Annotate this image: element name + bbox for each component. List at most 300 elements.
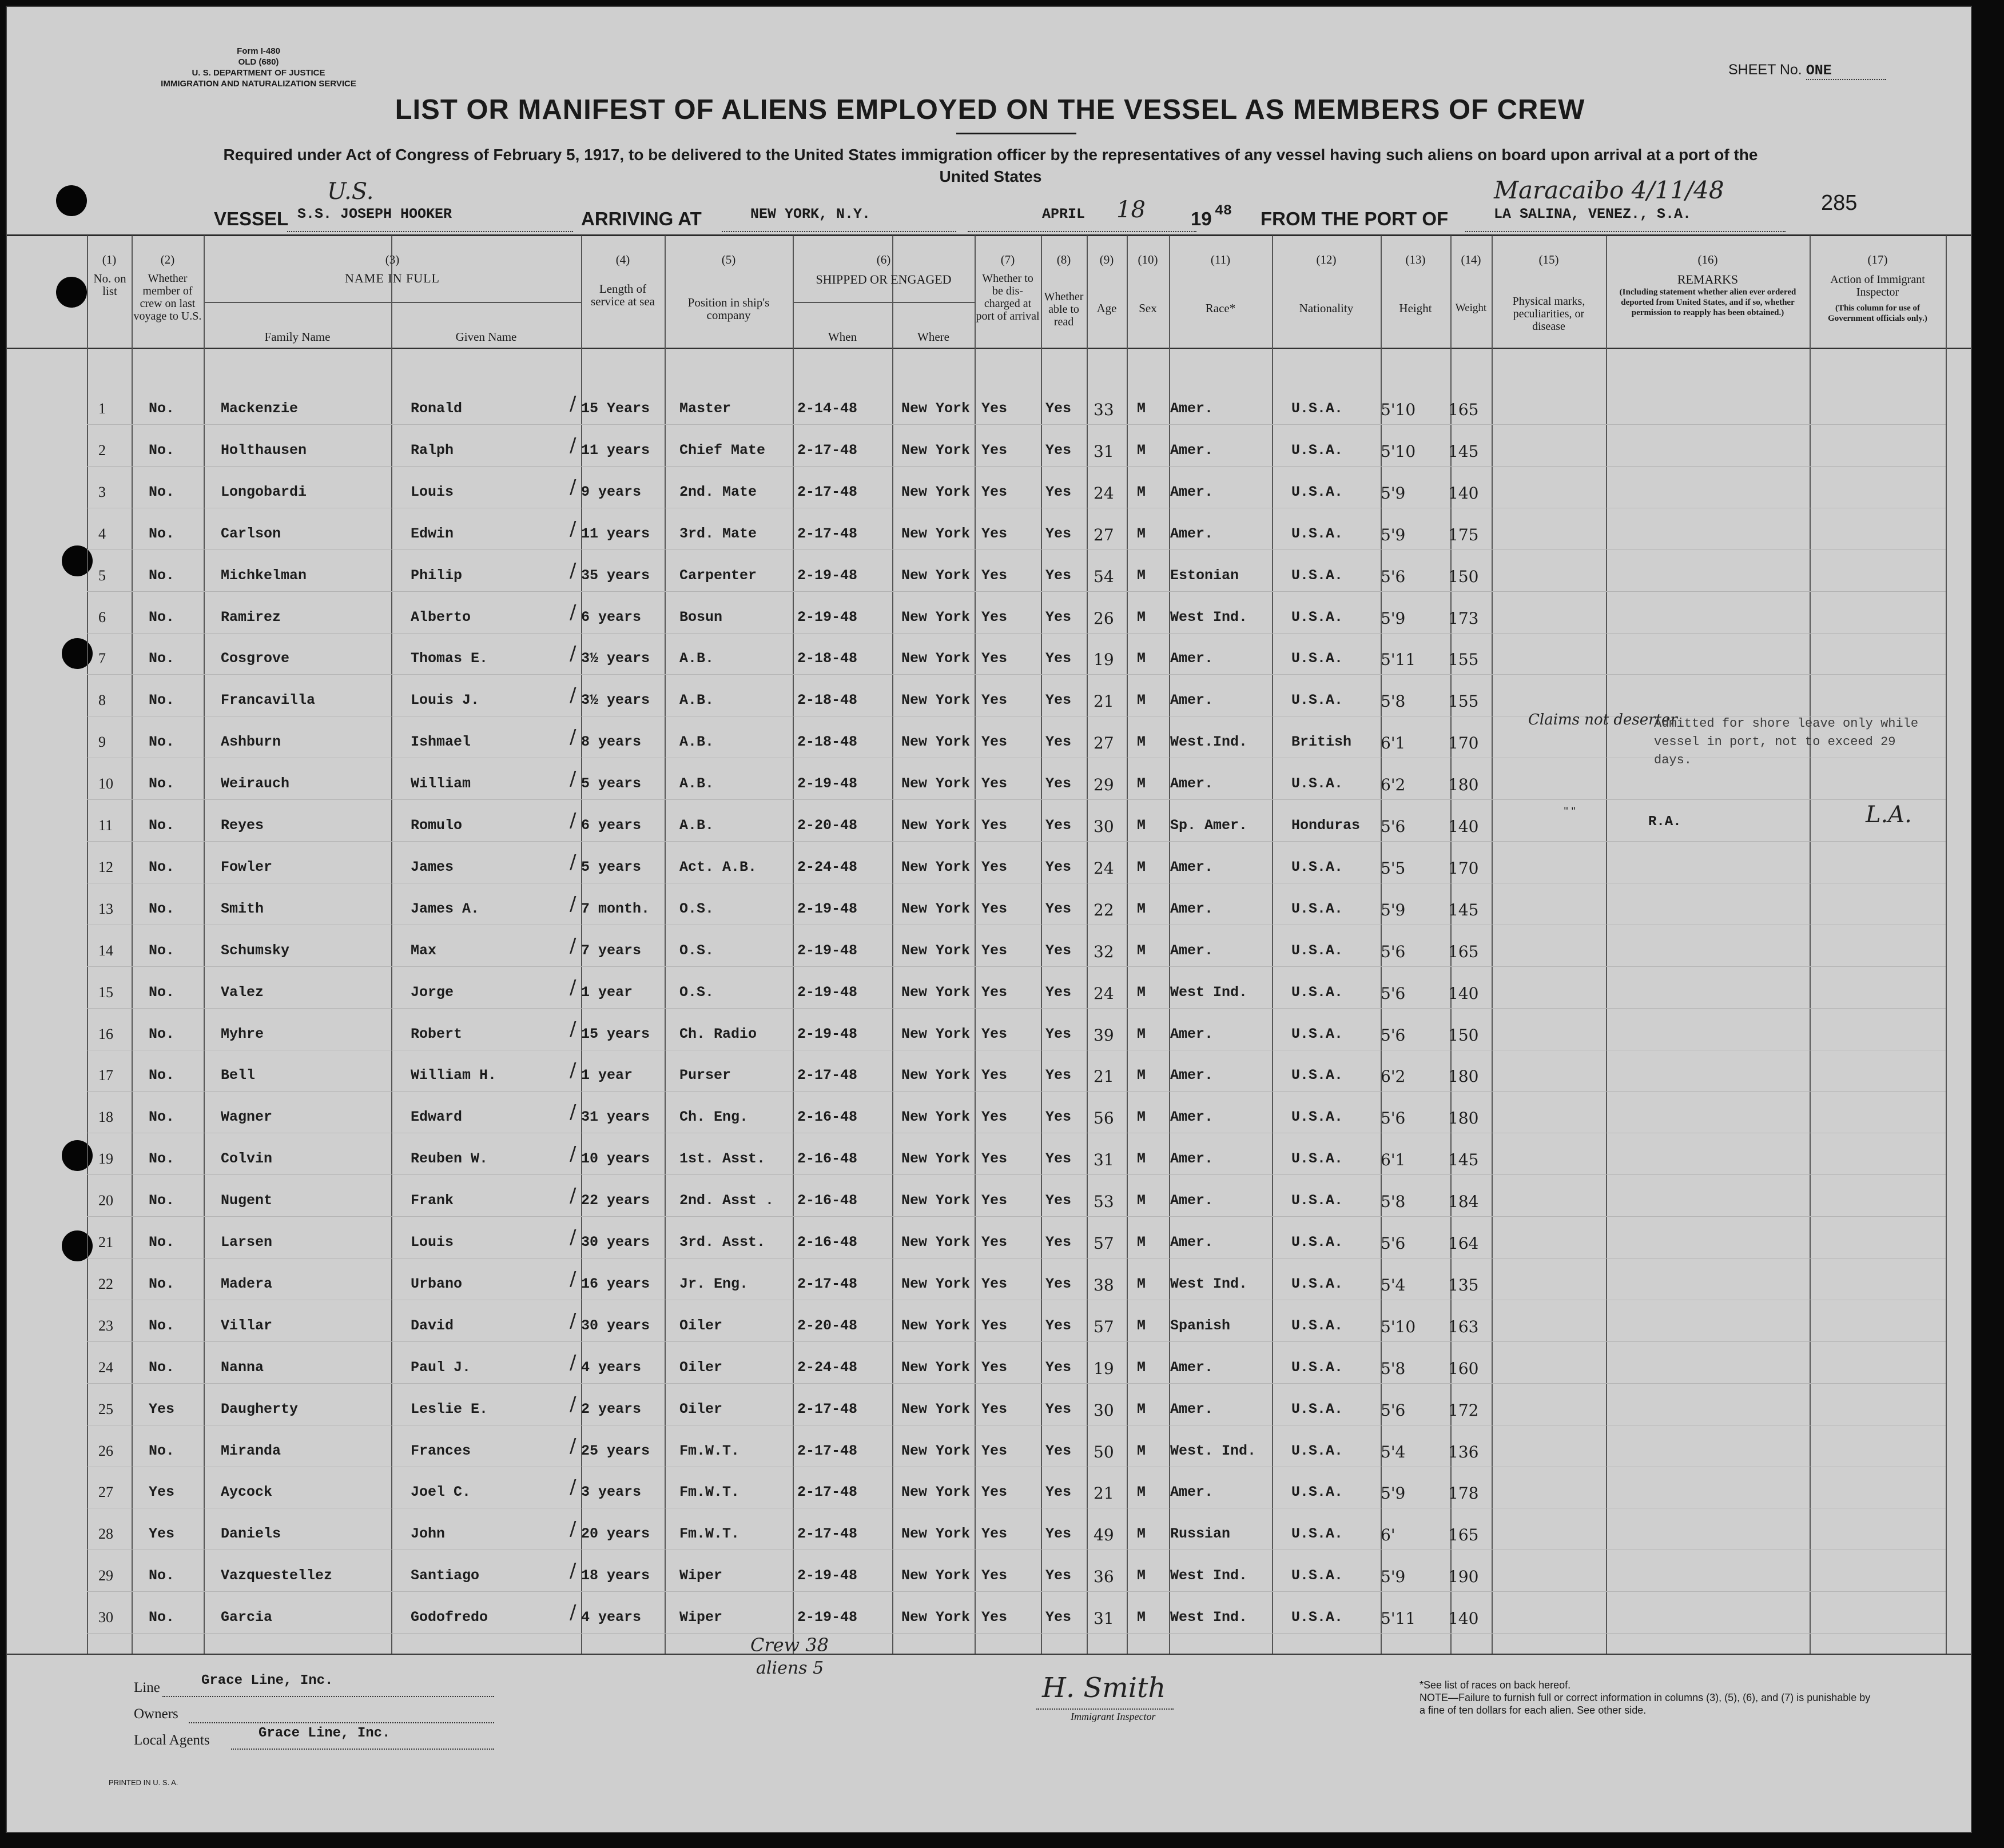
family-name-cell: Myhre [221,1025,264,1042]
arriving-at: NEW YORK, N.Y. [750,206,871,222]
col-header: Race* [1205,301,1236,315]
discharged-cell: Yes [981,942,1008,959]
weight-cell: 140 [1448,983,1479,1003]
able-to-read-cell: Yes [1045,441,1072,459]
shipped-date-cell: 2-16-48 [797,1234,858,1250]
col-header: Physical marks, peculiarities, or disease [1512,295,1585,333]
height-cell: 5'9 [1381,1484,1406,1503]
col-subnote: (This column for use of Government officials only.) [1828,304,1927,323]
age-cell: 29 [1094,775,1114,795]
shipped-place-cell: New York [901,1567,971,1584]
vessel-label: VESSEL [214,208,289,229]
given-name-cell: Edwin [411,525,454,542]
row-number: 10 [98,775,113,792]
checkmark-icon: / [570,600,576,624]
table-row [7,973,1972,1014]
sex-cell: M [1137,1400,1146,1417]
last-voyage-cell: No. [149,650,175,667]
family-name-cell: Nanna [221,1359,264,1376]
discharged-cell: Yes [981,983,1008,1001]
row-rule [87,841,1946,842]
sex-cell: M [1137,1067,1146,1084]
age-cell: 21 [1094,1484,1114,1503]
discharged-cell: Yes [981,525,1008,542]
col-header: Position in ship's company [687,296,770,322]
last-voyage-cell: No. [149,525,175,542]
shipped-date-cell: 2-18-48 [797,734,858,751]
shipped-place-cell: New York [901,858,971,875]
col-num: (5) [721,253,736,266]
nationality-cell: U.S.A. [1291,1400,1343,1417]
nationality-cell: U.S.A. [1291,525,1343,542]
weight-cell: 145 [1448,1150,1479,1170]
able-to-read-cell: Yes [1045,483,1072,500]
nationality-cell: U.S.A. [1291,483,1343,500]
checkmark-icon: / [570,1309,576,1332]
race-cell: Amer. [1170,900,1214,917]
race-cell: West.Ind. [1170,734,1248,751]
weight-cell: 145 [1448,900,1479,919]
aliens-count-note: aliens 5 [756,1658,824,1678]
form-number: Form I-480 [237,46,280,56]
last-voyage-cell: No. [149,1567,175,1584]
shipped-date-cell: 2-17-48 [797,1067,858,1084]
from-port-label: FROM THE PORT OF [1261,208,1449,229]
weight-cell: 165 [1448,400,1479,419]
last-voyage-cell: No. [149,900,175,917]
service-length-cell: 31 years [581,1109,650,1126]
col-header: No. on list [93,272,126,298]
position-cell: A.B. [679,734,714,751]
shipped-place-cell: New York [901,817,971,834]
height-cell: 6'2 [1381,1067,1406,1086]
able-to-read-cell: Yes [1045,1025,1072,1042]
nationality-cell: British [1291,734,1352,751]
service-length-cell: 4 years [581,1359,642,1376]
family-name-cell: Daniels [221,1526,281,1543]
header-bottom-rule [7,348,1972,349]
last-voyage-cell: No. [149,1150,175,1168]
sex-cell: M [1137,441,1146,459]
shipped-place-cell: New York [901,483,971,500]
last-voyage-cell: No. [149,1442,175,1459]
shipped-date-cell: 2-19-48 [797,983,858,1001]
checkmark-icon: / [570,1267,576,1291]
service-length-cell: 6 years [581,817,642,834]
checkmark-icon: / [570,809,576,832]
checkmark-icon: / [570,392,576,415]
height-cell: 5'9 [1381,525,1406,544]
able-to-read-cell: Yes [1045,400,1072,417]
family-name-cell: Miranda [221,1442,281,1459]
discharged-cell: Yes [981,1567,1008,1584]
service-length-cell: 2 years [581,1400,642,1417]
checkmark-icon: / [570,1476,576,1499]
weight-cell: 136 [1448,1442,1479,1461]
shipped-date-cell: 2-17-48 [797,1484,858,1501]
position-cell: Chief Mate [679,441,766,459]
col-header: Weight [1455,302,1487,314]
family-name-cell: Nugent [221,1192,273,1209]
height-cell: 5'10 [1381,400,1416,419]
able-to-read-cell: Yes [1045,983,1072,1001]
sex-cell: M [1137,817,1146,834]
sex-cell: M [1137,942,1146,959]
age-cell: 24 [1094,483,1114,503]
family-name-cell: Mackenzie [221,400,299,417]
nationality-cell: U.S.A. [1291,900,1343,917]
able-to-read-cell: Yes [1045,608,1072,626]
age-cell: 30 [1094,817,1114,836]
discharged-cell: Yes [981,1192,1008,1209]
last-voyage-cell: Yes [149,1484,175,1501]
col-subheader: Where [917,330,949,344]
able-to-read-cell: Yes [1045,1484,1072,1501]
service-length-cell: 22 years [581,1192,650,1209]
table-row [7,764,1972,805]
col-header: SHIPPED OR ENGAGED [816,272,952,286]
shipped-place-cell: New York [901,525,971,542]
family-name-cell: Michkelman [221,567,307,584]
given-name-cell: Edward [411,1109,463,1126]
given-name-cell: David [411,1317,454,1334]
given-name-cell: Reuben W. [411,1150,488,1168]
race-cell: West Ind. [1170,608,1248,626]
nationality-cell: U.S.A. [1291,1025,1343,1042]
vessel-blank [287,231,573,232]
age-cell: 27 [1094,525,1114,544]
weight-cell: 150 [1448,1025,1479,1045]
sex-cell: M [1137,692,1146,709]
weight-cell: 155 [1448,692,1479,711]
discharged-cell: Yes [981,483,1008,500]
table-row [7,1556,1972,1597]
row-number: 16 [98,1025,113,1042]
last-voyage-cell: No. [149,1067,175,1084]
col-num: (16) [1697,253,1718,266]
col-num: (4) [615,253,630,266]
arrival-month: APRIL [1042,206,1086,222]
service-length-cell: 11 years [581,441,650,459]
height-cell: 5'10 [1381,1317,1416,1336]
shipped-place-cell: New York [901,983,971,1001]
row-rule [87,591,1946,592]
shipped-date-cell: 2-19-48 [797,775,858,792]
table-row [7,1472,1972,1514]
family-name-cell: Daugherty [221,1400,299,1417]
row-number: 29 [98,1567,113,1584]
shipped-place-cell: New York [901,692,971,709]
age-cell: 21 [1094,692,1114,711]
shipped-date-cell: 2-16-48 [797,1150,858,1168]
checkmark-icon: / [570,1392,576,1416]
able-to-read-cell: Yes [1045,1609,1072,1626]
page-number: 285 [1821,191,1858,215]
shipped-date-cell: 2-17-48 [797,441,858,459]
shipped-date-cell: 2-24-48 [797,858,858,875]
service-length-cell: 7 month. [581,900,650,917]
race-cell: West Ind. [1170,1275,1248,1292]
position-cell: Bosun [679,608,723,626]
able-to-read-cell: Yes [1045,1067,1072,1084]
col-num: (17) [1867,253,1888,266]
race-cell: Amer. [1170,858,1214,875]
age-cell: 21 [1094,1067,1114,1086]
shipped-date-cell: 2-24-48 [797,1359,858,1376]
col-num: (2) [160,253,175,266]
signature-blank [1036,1708,1174,1710]
age-cell: 30 [1094,1400,1114,1420]
service-length-cell: 1 year [581,983,633,1001]
given-name-cell: Louis [411,1234,454,1250]
weight-cell: 164 [1448,1234,1479,1253]
nationality-cell: U.S.A. [1291,1567,1343,1584]
given-name-cell: Louis J. [411,692,480,709]
checkmark-icon: / [570,850,576,874]
position-cell: Wiper [679,1609,723,1626]
table-row [7,556,1972,597]
shipped-place-cell: New York [901,1484,971,1501]
checkmark-icon: / [570,1434,576,1457]
family-name-cell: Holthausen [221,441,307,459]
discharged-cell: Yes [981,1609,1008,1626]
footer-rule [7,1654,1972,1655]
race-cell: Amer. [1170,441,1214,459]
service-length-cell: 3½ years [581,650,650,667]
able-to-read-cell: Yes [1045,942,1072,959]
row-number: 5 [98,567,106,584]
shipped-date-cell: 2-16-48 [797,1192,858,1209]
sex-cell: M [1137,858,1146,875]
row-rule [87,633,1946,634]
table-row [7,1431,1972,1472]
sex-cell: M [1137,1025,1146,1042]
height-cell: 5'9 [1381,483,1406,503]
shipped-place-cell: New York [901,734,971,751]
race-cell: Amer. [1170,1150,1214,1168]
checkmark-icon: / [570,1559,576,1583]
age-cell: 24 [1094,983,1114,1003]
service-length-cell: 25 years [581,1442,650,1459]
nationality-cell: U.S.A. [1291,983,1343,1001]
shipped-subrule [793,302,975,303]
able-to-read-cell: Yes [1045,525,1072,542]
shipped-date-cell: 2-20-48 [797,1317,858,1334]
height-cell: 6'2 [1381,775,1406,795]
height-cell: 5'6 [1381,817,1406,836]
checkmark-icon: / [570,1226,576,1249]
nationality-cell: U.S.A. [1291,650,1343,667]
height-cell: 6' [1381,1526,1395,1545]
age-cell: 31 [1094,1609,1114,1628]
given-name-cell: Frank [411,1192,454,1209]
race-cell: Amer. [1170,525,1214,542]
weight-cell: 190 [1448,1567,1479,1587]
shipped-place-cell: New York [901,942,971,959]
given-name-cell: Ronald [411,400,463,417]
race-cell: Amer. [1170,1067,1214,1084]
discharged-cell: Yes [981,1150,1008,1168]
table-row [7,1181,1972,1222]
sex-cell: M [1137,1317,1146,1334]
sex-cell: M [1137,775,1146,792]
page-subtitle: Required under Act of Congress of February 5, 1917, to be delivered to the United States immigration officer by the representatives of any vessel having such aliens on board upon arrival at a port of the United States [223,146,1758,185]
row-number: 17 [98,1067,113,1084]
owners-label: Owners [134,1706,178,1722]
form-old: OLD (680) [238,57,279,67]
last-voyage-cell: No. [149,1192,175,1209]
height-cell: 5'6 [1381,1109,1406,1128]
col-num: (12) [1316,253,1337,266]
col-header: Height [1399,301,1432,315]
family-name-cell: Cosgrove [221,650,290,667]
nationality-cell: U.S.A. [1291,1109,1343,1126]
row-rule [87,674,1946,675]
position-cell: 2nd. Mate [679,483,757,500]
table-row [7,847,1972,889]
position-cell: A.B. [679,692,714,709]
shipped-date-cell: 2-19-48 [797,1567,858,1584]
shipped-place-cell: New York [901,441,971,459]
table-row [7,1348,1972,1389]
able-to-read-cell: Yes [1045,1275,1072,1292]
position-cell: A.B. [679,775,714,792]
year-suffix: 48 [1215,202,1232,219]
nationality-cell: U.S.A. [1291,1067,1343,1084]
discharged-cell: Yes [981,1484,1008,1501]
col-header: Nationality [1299,301,1354,315]
service-length-cell: 18 years [581,1567,650,1584]
able-to-read-cell: Yes [1045,1317,1072,1334]
sex-cell: M [1137,1109,1146,1126]
family-name-cell: Garcia [221,1609,273,1626]
nationality-cell: U.S.A. [1291,608,1343,626]
owners-blank [189,1722,494,1723]
table-row [7,1514,1972,1555]
race-cell: Amer. [1170,1484,1214,1501]
discharged-cell: Yes [981,1025,1008,1042]
age-cell: 38 [1094,1275,1114,1295]
family-name-cell: Ashburn [221,734,281,751]
weight-cell: 150 [1448,567,1479,586]
weight-cell: 165 [1448,1526,1479,1545]
family-name-cell: Larsen [221,1234,273,1250]
col-num: (11) [1210,253,1231,266]
row-rule [87,966,1946,967]
agents-value: Grace Line, Inc. [259,1726,391,1741]
family-name-cell: Schumsky [221,942,290,959]
shipped-date-cell: 2-19-48 [797,900,858,917]
arrival-day: 18 [1116,197,1146,223]
remark-handwritten: Claims not deserter [1528,711,1677,728]
row-number: 20 [98,1192,113,1209]
last-voyage-cell: No. [149,942,175,959]
race-cell: West. Ind. [1170,1442,1257,1459]
sex-cell: M [1137,1192,1146,1209]
sex-cell: M [1137,900,1146,917]
given-name-cell: William [411,775,471,792]
punch-hole [56,185,87,216]
row-rule [87,1091,1946,1092]
age-cell: 24 [1094,858,1114,878]
shipped-place-cell: New York [901,1275,971,1292]
family-name-cell: Colvin [221,1150,273,1168]
last-voyage-cell: No. [149,1359,175,1376]
race-cell: Amer. [1170,1109,1214,1126]
last-voyage-cell: No. [149,817,175,834]
height-cell: 6'1 [1381,734,1406,753]
able-to-read-cell: Yes [1045,1442,1072,1459]
service-length-cell: 1 year [581,1067,633,1084]
last-voyage-cell: Yes [149,1400,175,1417]
discharged-cell: Yes [981,567,1008,584]
last-voyage-cell: No. [149,858,175,875]
row-number: 13 [98,900,113,917]
row-number: 3 [98,483,106,500]
vessel-name: S.S. JOSEPH HOOKER [297,206,452,222]
table-row [7,1097,1972,1138]
family-name-cell: Fowler [221,858,273,875]
race-cell: Amer. [1170,775,1214,792]
col-header: Age [1096,301,1117,315]
discharged-cell: Yes [981,692,1008,709]
checkmark-icon: / [570,934,576,957]
discharged-cell: Yes [981,441,1008,459]
shipped-place-cell: New York [901,775,971,792]
nationality-cell: U.S.A. [1291,1317,1343,1334]
table-row [7,389,1972,430]
row-number: 25 [98,1400,113,1417]
from-port-handwritten: Maracaibo 4/11/48 [1494,176,1724,204]
position-cell: Jr. Eng. [679,1275,749,1292]
col-subheader: Family Name [264,330,331,344]
shipped-place-cell: New York [901,1067,971,1084]
given-name-cell: Louis [411,483,454,500]
col-num: (9) [1099,253,1114,266]
shipped-place-cell: New York [901,1400,971,1417]
shipped-place-cell: New York [901,1317,971,1334]
given-name-cell: James [411,858,454,875]
nationality-cell: Honduras [1291,817,1361,834]
nationality-cell: U.S.A. [1291,441,1343,459]
position-cell: Fm.W.T. [679,1526,740,1543]
service-length-cell: 3 years [581,1484,642,1501]
service-length-cell: 30 years [581,1234,650,1250]
race-cell: West Ind. [1170,1567,1248,1584]
col-header: REMARKS [1677,272,1739,286]
row-number: 7 [98,650,106,667]
sex-cell: M [1137,1275,1146,1292]
from-port: LA SALINA, VENEZ., S.A. [1494,206,1692,222]
position-cell: A.B. [679,650,714,667]
sex-cell: M [1137,734,1146,751]
given-name-cell: John [411,1526,446,1543]
service-length-cell: 4 years [581,1609,642,1626]
position-cell: Ch. Radio [679,1025,757,1042]
checkmark-icon: / [570,684,576,707]
given-name-cell: Leslie E. [411,1400,488,1417]
service: IMMIGRATION AND NATURALIZATION SERVICE [161,79,356,89]
sex-cell: M [1137,983,1146,1001]
service-length-cell: 5 years [581,858,642,875]
shipped-date-cell: 2-19-48 [797,942,858,959]
given-name-cell: Romulo [411,817,463,834]
position-cell: Master [679,400,731,417]
sex-cell: M [1137,525,1146,542]
height-cell: 5'6 [1381,983,1406,1003]
position-cell: Oiler [679,1317,723,1334]
punch-hole [56,277,87,308]
